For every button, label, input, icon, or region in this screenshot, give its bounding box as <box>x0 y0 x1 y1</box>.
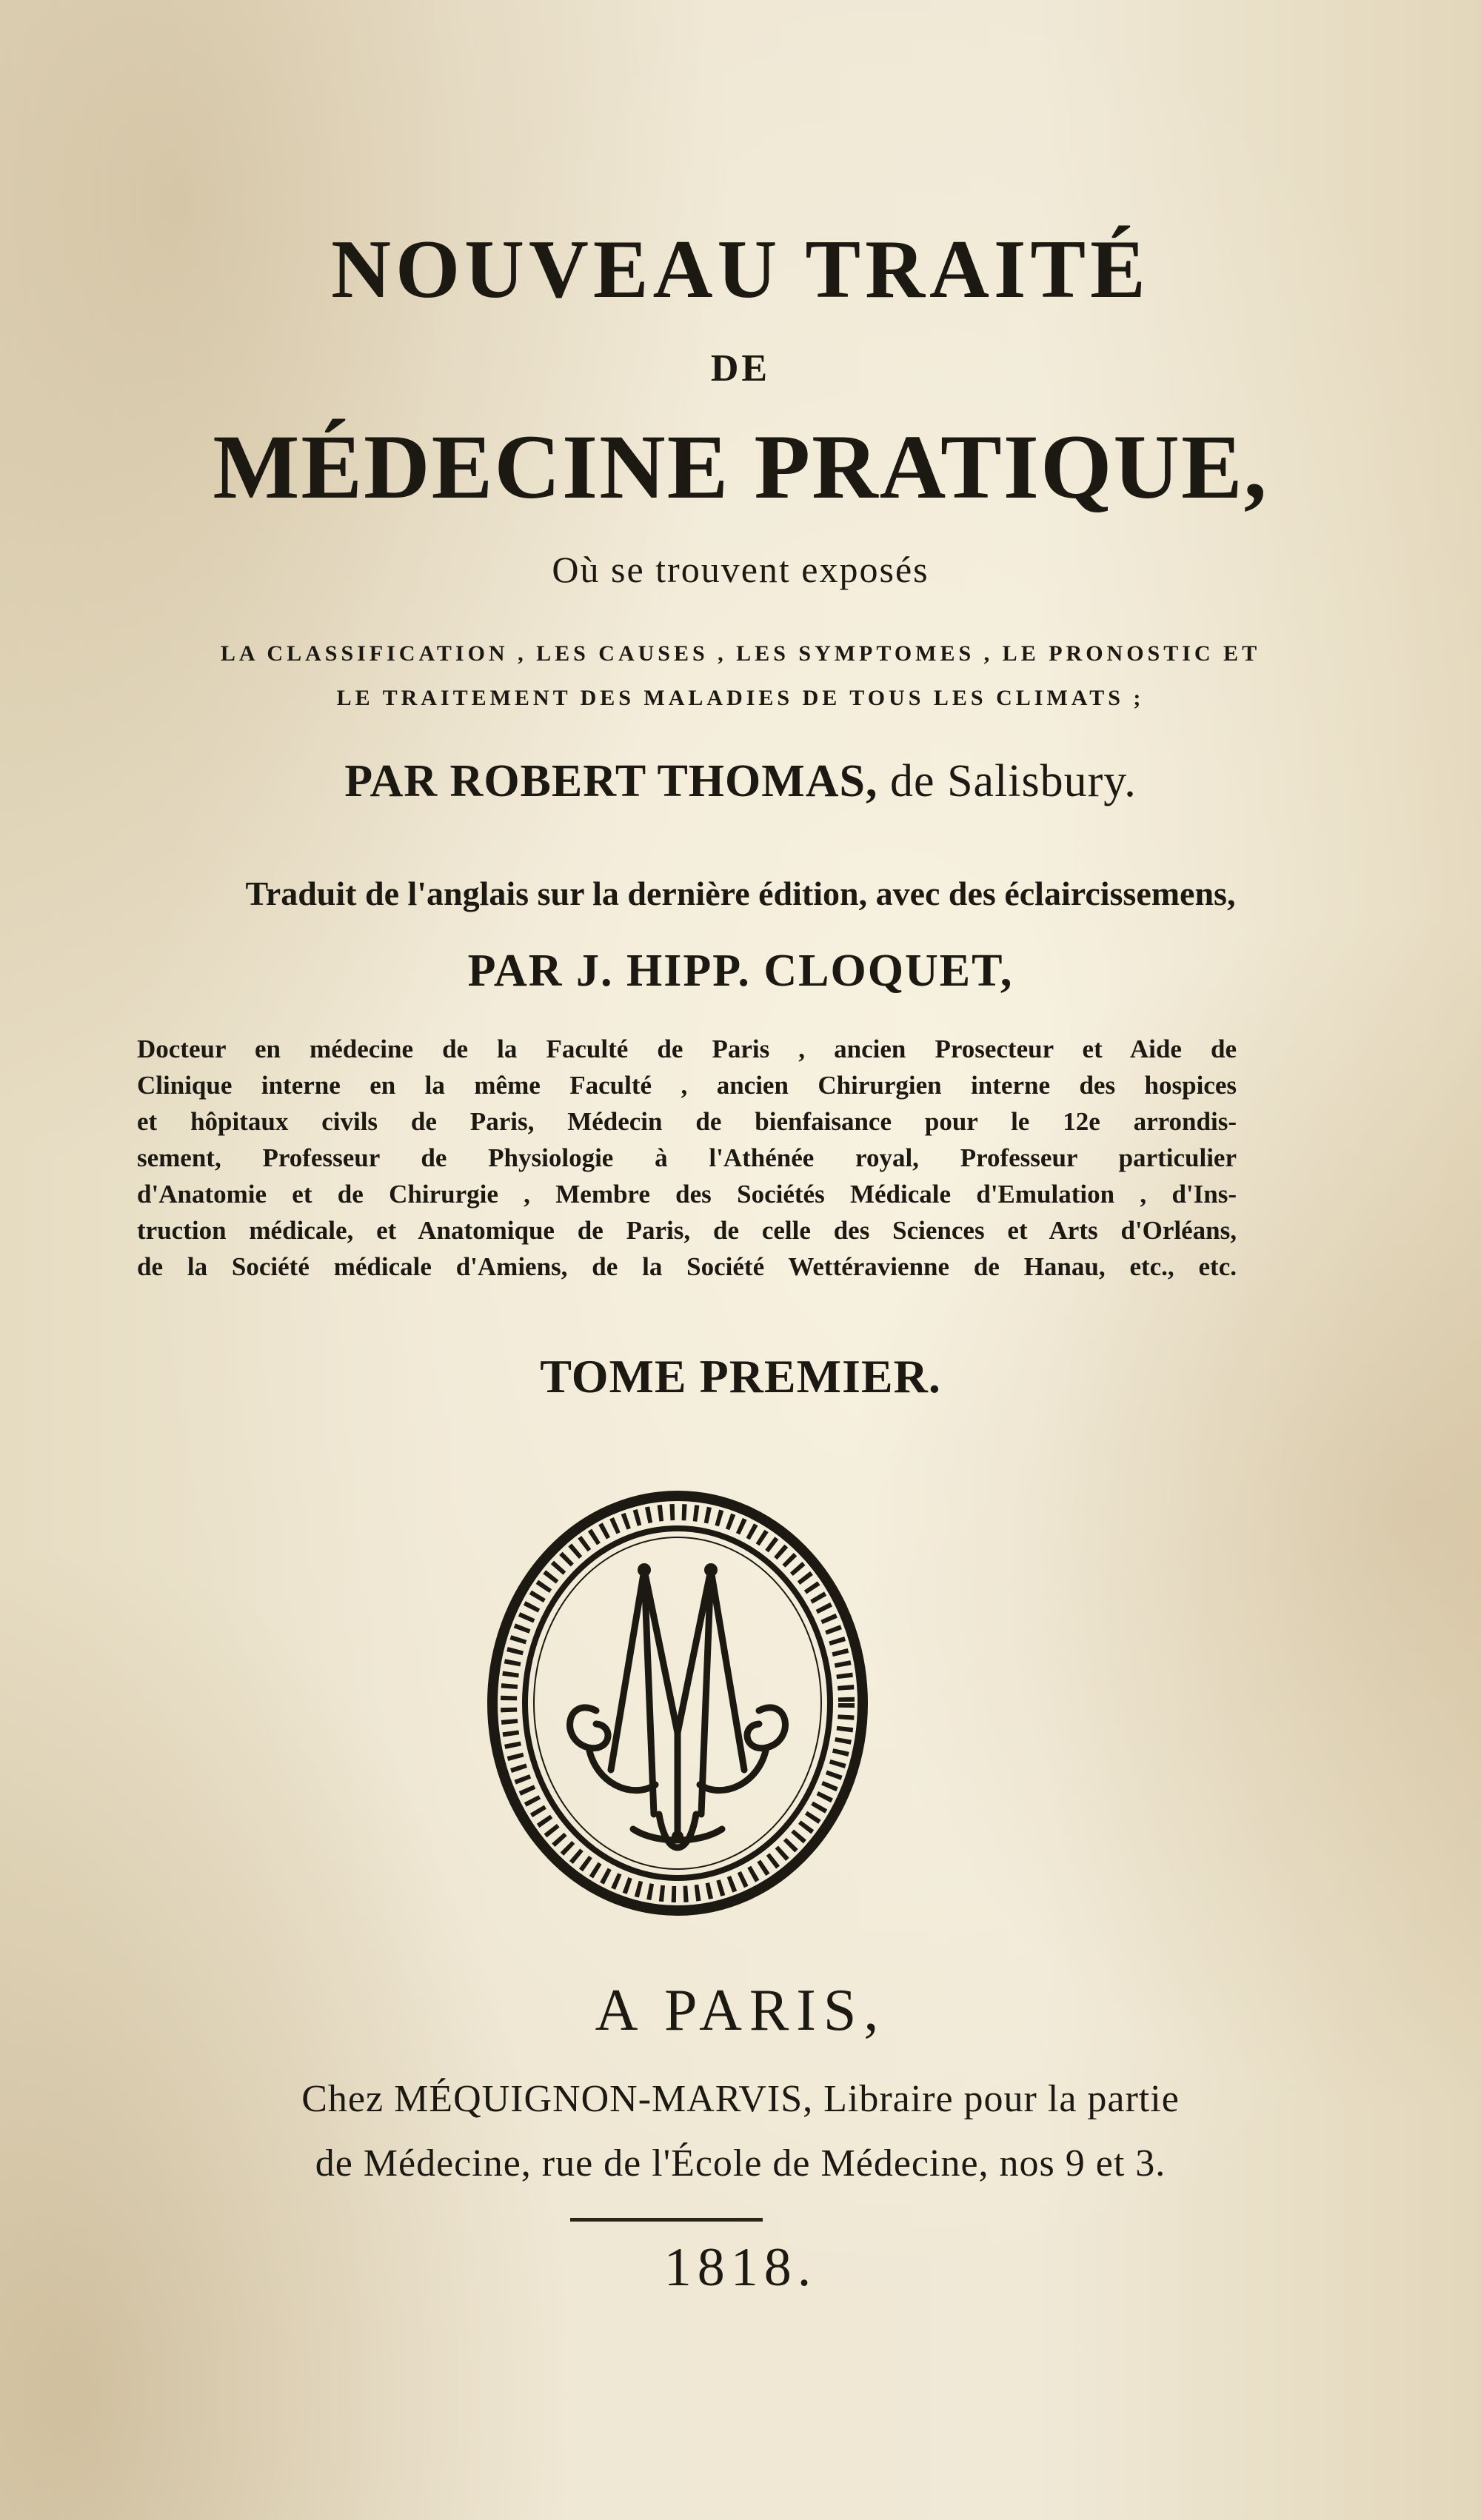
imprint-publisher: Chez MÉQUIGNON-MARVIS, Libraire pour la partie <box>301 2078 1180 2120</box>
caps-line-2: LE TRAITEMENT DES MALADIES DE TOUS LES CLIMATS ; <box>336 686 1145 710</box>
title-de: DE <box>710 347 771 390</box>
imprint-divider <box>570 2218 763 2222</box>
credential-line: truction médicale, et Anatomique de Paris, de celle des Sciences et Arts d'Orléans, <box>137 1216 1237 1245</box>
title-line-2: MÉDECINE PRATIQUE, <box>213 416 1268 518</box>
imprint-address: de Médecine, rue de l'École de Médecine, nos 9 et 3. <box>315 2142 1166 2185</box>
author-place: de Salisbury. <box>890 756 1137 806</box>
volume-label: TOME PREMIER. <box>540 1350 941 1403</box>
title-line-1: NOUVEAU TRAITÉ <box>331 224 1150 315</box>
author-name: PAR ROBERT THOMAS, <box>344 756 878 806</box>
monogram-seal-icon <box>485 1488 870 1918</box>
credential-line: Clinique interne en la même Faculté , ancien Chirurgien interne des hospices <box>137 1071 1237 1100</box>
credential-line: et hôpitaux civils de Paris, Médecin de bienfaisance pour le 12e arrondis- <box>137 1107 1237 1136</box>
credential-line: de la Société médicale d'Amiens, de la Société Wettéravienne de Hanau, etc., etc. <box>137 1252 1237 1281</box>
imprint-year: 1818. <box>663 2237 818 2298</box>
subtitle: Où se trouvent exposés <box>552 549 929 590</box>
author-line <box>0 755 1481 808</box>
translator-credentials <box>137 1031 1237 1285</box>
credential-line: Docteur en médecine de la Faculté de Paris , ancien Prosecteur et Aide de <box>137 1035 1237 1063</box>
translator-name: PAR J. HIPP. CLOQUET, <box>467 946 1014 996</box>
imprint-city: A PARIS, <box>595 1978 886 2043</box>
translation-note: Traduit de l'anglais sur la dernière édition, avec des éclaircissemens, <box>245 875 1236 912</box>
caps-line-1: LA CLASSIFICATION , LES CAUSES , LES SYMPTOMES , LE PRONOSTIC ET <box>220 641 1261 666</box>
credential-line: sement, Professeur de Physiologie à l'Athénée royal, Professeur particulier <box>137 1143 1237 1172</box>
credential-line: d'Anatomie et de Chirurgie , Membre des Sociétés Médicale d'Emulation , d'Ins- <box>137 1180 1237 1209</box>
